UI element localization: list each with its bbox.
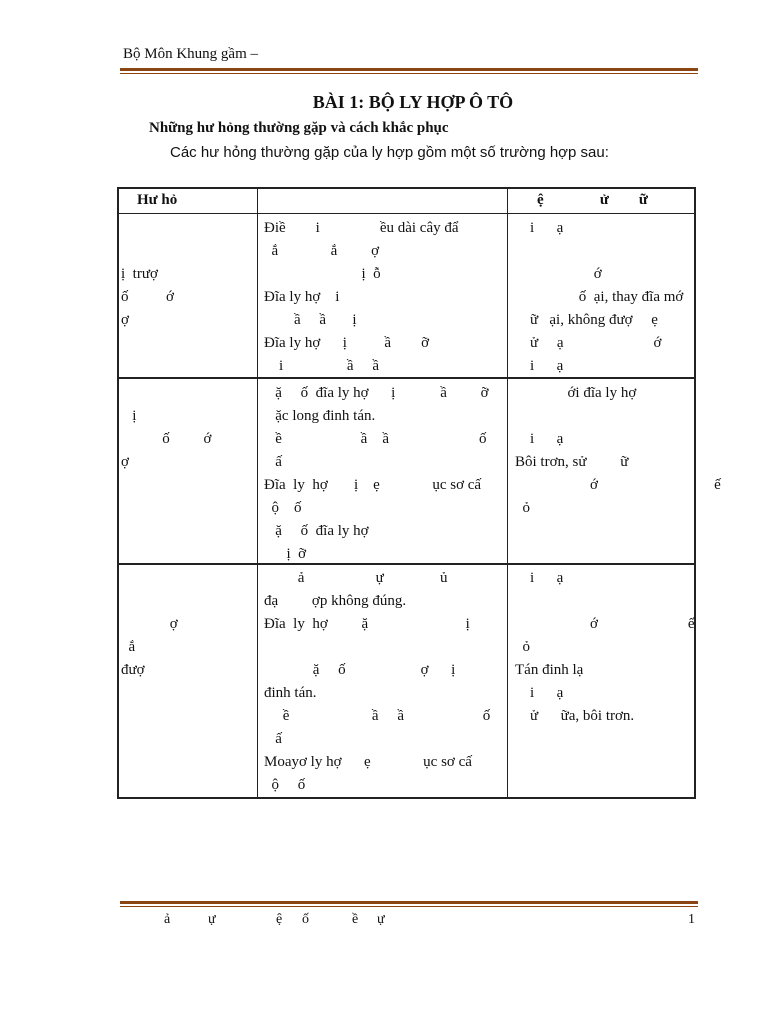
footer-text: [0, 912, 768, 932]
table-cell-line: i ạ: [515, 431, 564, 447]
table-row-divider: [119, 377, 694, 379]
faults-table: [117, 187, 721, 799]
table-cell-line: ặ ố đĩa ly hợ ị ầ ỡ: [264, 385, 489, 401]
footer-fragment: ả: [164, 912, 171, 927]
table-cell-line: ả ự ủ: [264, 570, 448, 586]
table-row-divider: [119, 563, 694, 565]
header-text: Bộ Môn Khung gầm –: [123, 46, 258, 62]
table-cell-line: Điề i ều dài cây đẩ: [264, 220, 459, 236]
table-cell-line: ử ữa, bôi trơn.: [515, 708, 635, 724]
table-header-cell: Hư hỏ: [137, 192, 178, 208]
table-cell-line: ỏ: [515, 639, 530, 655]
header-rule-thin: [120, 73, 698, 74]
header-rule-thick: [120, 68, 698, 71]
table-cell-line: ới đĩa ly hợ: [515, 385, 637, 401]
table-cell-line: ầ ầ ị: [264, 312, 357, 328]
table-cell-line: Tán đinh lạ: [515, 662, 584, 678]
table-cell-line: Đĩa ly hợ ặ ị: [264, 616, 470, 632]
table-cell-line: i ạ: [515, 570, 564, 586]
table-cell-line: ố ớ: [121, 289, 174, 305]
page-number: 1: [688, 912, 695, 927]
table-col-divider: [507, 189, 508, 797]
table-cell-line: ợ: [121, 616, 178, 632]
footer-fragment: ự: [208, 912, 216, 927]
table-cell-line: ắ ắ ợ: [264, 243, 379, 259]
table-cell-line: đạ ợp không đúng.: [264, 593, 407, 609]
table-cell-line: i ạ: [515, 220, 564, 236]
table-col-divider: [257, 189, 258, 797]
table-cell-line: ị: [121, 408, 137, 424]
table-cell-line: ớ: [515, 266, 602, 282]
table-row-divider: [119, 213, 694, 214]
footer-fragment: ề: [352, 912, 359, 927]
intro-paragraph: Các hư hỏng thường gặp của ly hợp gồm một số trường hợp sau:: [170, 144, 609, 161]
table-cell-line: Đĩa ly hợ ị ầ ỡ: [264, 335, 430, 351]
table-cell-line: ắ: [121, 639, 136, 655]
table-cell-line: ợ: [121, 454, 129, 470]
table-cell-line: Đĩa ly hợ i: [264, 289, 340, 305]
footer-rule-thin: [120, 906, 698, 907]
table-cell-line: ề ầ ầ ố: [264, 431, 487, 447]
table-cell-line: ỏ: [515, 500, 530, 516]
table-cell-line: Đĩa ly hợ ị ẹ ục sơ cấ: [264, 477, 482, 493]
table-cell-line: ị trượ: [121, 266, 158, 282]
footer-rule-thick: [120, 901, 698, 904]
table-cell-line: ặc long đinh tán.: [264, 408, 376, 424]
footer-fragment: ệ: [276, 912, 283, 927]
table-cell-line: ớ ế: [515, 616, 695, 632]
table-cell-line: i ạ: [515, 358, 564, 374]
table-cell-line: ặ ố đĩa ly hợ: [264, 523, 369, 539]
table-cell-line: ộ ố: [264, 777, 306, 793]
footer-fragment: ố: [302, 912, 309, 927]
section-subheading: Những hư hỏng thường gặp và cách khắc phục: [149, 120, 449, 136]
footer-fragment: ự: [377, 912, 385, 927]
table-cell-line: ố ớ: [121, 431, 212, 447]
table-cell-line: ớ ế: [515, 477, 721, 493]
table-cell-line: i ầ ầ: [264, 358, 379, 374]
table-cell-line: Bôi trơn, sử ữ: [515, 454, 629, 470]
table-cell-line: ử ạ ớ: [515, 335, 662, 351]
table-cell-line: ị ỡ: [264, 546, 307, 562]
table-cell-line: ị ỗ: [264, 266, 381, 282]
table-cell-line: ữ ại, không đượ ẹ: [515, 312, 658, 328]
table-cell-line: ặ ố ợ ị: [264, 662, 456, 678]
page-title: BÀI 1: BỘ LY HỢP Ô TÔ: [312, 92, 514, 112]
table-cell-line: đinh tán.: [264, 685, 317, 701]
table-cell-line: đượ: [121, 662, 145, 678]
table-cell-line: ộ ố: [264, 500, 302, 516]
table-cell-line: ấ: [264, 454, 282, 470]
table-cell-line: i ạ: [515, 685, 564, 701]
table-cell-line: Moayơ ly hợ ẹ ục sơ cấ: [264, 754, 472, 770]
table-cell-line: ấ: [264, 731, 282, 747]
table-cell-line: ợ: [121, 312, 129, 328]
table-cell-line: ề ầ ầ ố: [264, 708, 491, 724]
table-header-cell: ệ ử ữ: [537, 192, 648, 208]
table-cell-line: ố ại, thay đĩa mớ: [515, 289, 684, 305]
